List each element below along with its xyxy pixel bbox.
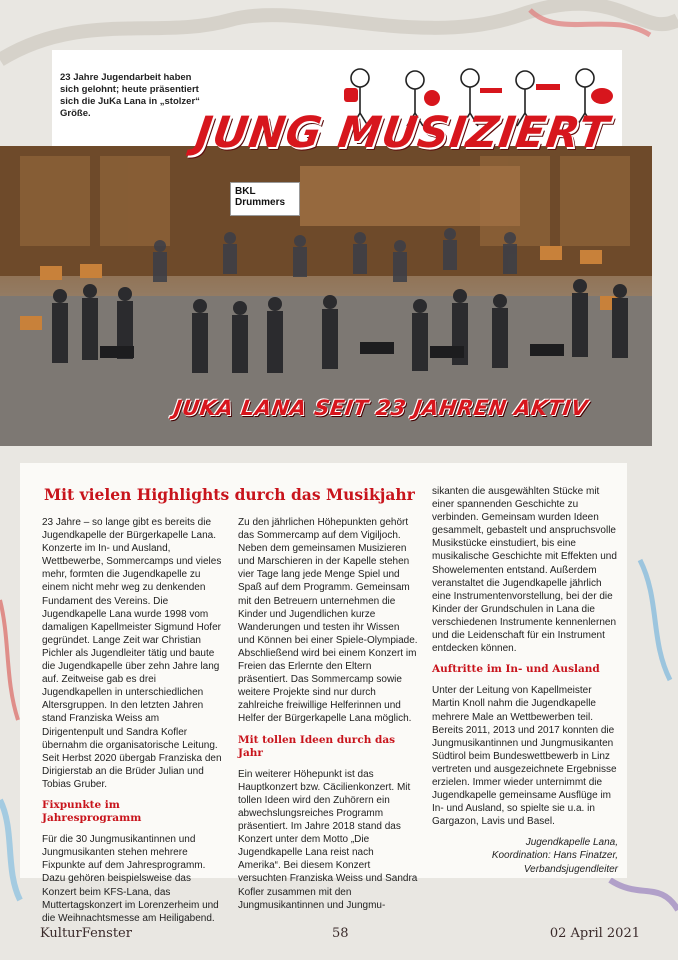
article-column-3 bbox=[432, 485, 618, 876]
issue-date: 02 April 2021 bbox=[549, 926, 640, 941]
article-column-1 bbox=[42, 516, 222, 933]
headline: JUNG MUSIZIERT bbox=[192, 108, 613, 158]
magazine-name: KulturFenster bbox=[40, 926, 132, 941]
paragraph: Zu den jährlichen Höhepunkten gehört das Sommercamp auf dem Vigiljoch. Neben dem gemeinsamen Musizieren und Marschieren in der Kapelle stehen vier Tage lang jede Menge Spiel und Spaß auf dem Programm. Gemeinsam mit den Betreuern unternehmen die Kinder und Jugendlichen kurze Wanderungen und testen ihr Wissen und Können bei einer Spiele-Olympiade. Abschließend wird bei einem Konzert im Freien das Erlernte den Eltern präsentiert. Das Sommercamp sowie weitere Projekte sind nur durch zahlreiche freiwillige Helferinnen und Helfer der Bürgerkapelle Lana möglich. bbox=[238, 517, 418, 725]
article-title: Mit vielen Highlights durch das Musikjahr bbox=[44, 485, 415, 504]
section-heading: Mit tollen Ideen durch das Jahr bbox=[238, 733, 396, 759]
section-heading: Fixpunkte im Jahresprogramm bbox=[42, 798, 142, 825]
photo-caption: 23 Jahre Jugendarbeit haben sich gelohnt; heute präsentiert sich die JuKa Lana in „stolzer“ Größe. bbox=[60, 72, 200, 119]
article-column-2 bbox=[238, 516, 418, 920]
paragraph: Unter der Leitung von Kapellmeister Martin Knoll nahm die Jugendkapelle mehrere Male an Wettbewerben teil. Bereits 2011, 2013 und 2017 konnten die Jungmusikantinnen und Jungmusikanten Südtirol beim Bundeswettbewerb in Linz vertreten und ausgezeichnete Ergebnisse erzielen. Immer wieder unternimmt die Jugendkapelle gemeinsame Ausflüge im In- und Ausland, so spielte sie u.a. in Gargazon, Lavis und Basel. bbox=[432, 685, 617, 828]
author-signature bbox=[432, 836, 618, 875]
signature-line: Jugendkapelle Lana, bbox=[525, 837, 618, 849]
signature-line: Koordination: Hans Finatzer, bbox=[491, 850, 618, 862]
page-footer bbox=[40, 926, 640, 944]
page-number: 58 bbox=[332, 926, 349, 941]
paragraph: Für die 30 Jungmusikantinnen und Jungmusikanten stehen mehrere Fixpunkte auf dem Jahresprogramm. Dazu gehören beispielsweise das Konzert beim KFS-Lana, das Muttertagskonzert im Lorenzerheim und die Weihnachtsmesse am Heiligabend. bbox=[42, 834, 219, 924]
signature-line: Verbandsjugendleiter bbox=[523, 863, 618, 875]
paragraph: sikanten die ausgewählten Stücke mit einer spannenden Geschichte zu verbinden. Gemeinsam wurden Ideen gesammelt, gebastelt und anspruchsvolle Musikstücke einstudiert, bis eine musikalische Geschichte mit Effekten und Showelementen entstand. Außerdem veranstaltet die Jugendkapelle jährlich eine Instrumentenvorstellung, bei der die Kinder der Grundschulen in Lana die verschiedenen Instrumente kennenlernen und die Leidenschaft für ein Instrument entdecken können. bbox=[432, 486, 617, 655]
paragraph: 23 Jahre – so lange gibt es bereits die Jugendkapelle der Bürgerkapelle Lana. Konzerte im In- und Ausland, Wettbewerbe, Sommercamps und vieles mehr, formten die Jugendkapelle zu einem nicht mehr weg zu denkenden Fundament des Vereins. Die Jugendkapelle Lana wurde 1998 vom damaligen Kapellmeister Sigmund Hofer gegründet. Lange Zeit war Christian Pichler als Jugendleiter tätig und baute die Jugendkapelle über zehn Jahre lang auf. Zeitweise gab es drei Jugendkapellen in unterschiedlichen Altersgruppen. In den letzten Jahren stand Franziska Weiss am Dirigentenpult und Sandra Kofler übernahm die organisatorische Leitung. Seit Herbst 2020 übergab Franziska den Dirigierstab an die Brüder Julian und Tobias Gruber. bbox=[42, 517, 222, 790]
drum-banner: BKL Drummers bbox=[230, 182, 300, 216]
paragraph: Ein weiterer Höhepunkt ist das Hauptkonzert bzw. Cäcilienkonzert. Mit tollen Ideen wird den Zuhörern ein abwechslungsreiches Programm präsentiert. Im Jahre 2018 stand das Konzert unter dem Motto „Die Jugendkapelle Lana reist nach Amerika“. Bei diesem Konzert versuchten Franziska Weiss und Sandra Kofler zusammen mit den Jungmusikantinnen und Jungmu- bbox=[238, 768, 418, 911]
section-heading: Auftritte im In- und Ausland bbox=[432, 663, 600, 676]
subheadline: JUKA LANA SEIT 23 JAHREN AKTIV bbox=[172, 396, 590, 420]
